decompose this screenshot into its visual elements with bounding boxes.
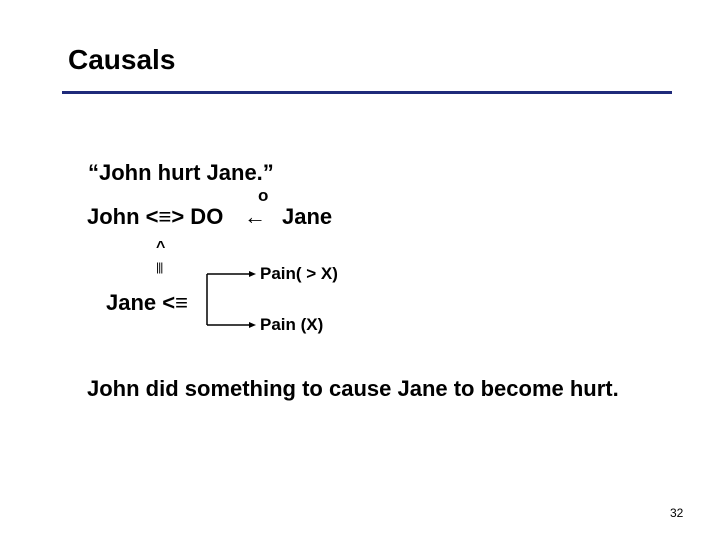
left-arrow-icon: ← (244, 204, 266, 229)
object-jane: Jane (282, 204, 333, 229)
result-state-row: Jane <≡ (106, 290, 188, 315)
slide-title: Causals (68, 44, 176, 75)
state-label-top: Pain( > X) (260, 264, 338, 283)
causal-link-bars: ||| (156, 260, 163, 274)
explanation-text: John did something to cause Jane to become hurt. (87, 376, 619, 401)
agent-act-row: John <≡> DO (87, 204, 224, 229)
objective-case-marker: o (258, 186, 269, 205)
state-label-bottom: Pain (X) (260, 315, 324, 334)
page-number: 32 (670, 506, 684, 520)
quoted-sentence: “John hurt Jane.” (88, 160, 274, 185)
result-caret: ^ (156, 239, 166, 256)
